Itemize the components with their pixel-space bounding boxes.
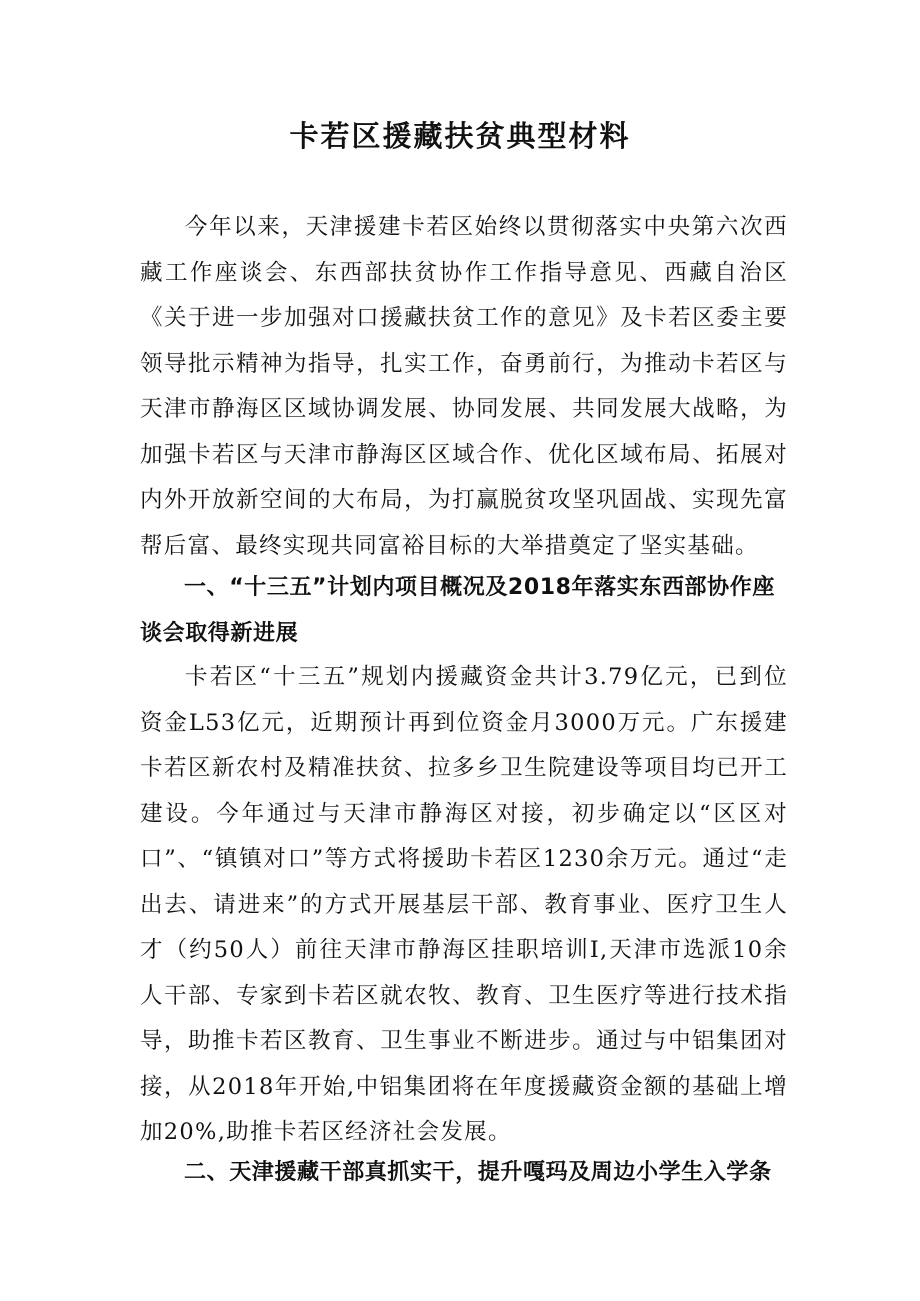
section-1-paragraph: 卡若区“十三五”规划内援藏资金共计3.79亿元，已到位资金L53亿元，近期预计再到位资金月3000万元。广东援建卡若区新农村及精准扶贫、拉多乡卫生院建设等项目均已开工建设。今年通过与天津市静海区对接，初步确定以“区区对口”、“镇镇对口”等方式将援助卡若区1230余万元。通过“走出去、请进来”的方式开展基层干部、教育事业、医疗卫生人才（约50人）前往天津市静海区挂职培训I,天津市选派10余人干部、专家到卡若区就农牧、教育、卫生医疗等进行技术指导，助推卡若区教育、卫生事业不断进步。通过与中铝集团对接，从2018年开始,中铝集团将在年度援藏资金额的基础上增加20%,助推卡若区经济社会发展。	[140, 664, 788, 1145]
intro-paragraph: 今年以来，天津援建卡若区始终以贯彻落实中央第六次西藏工作座谈会、东西部扶贫协作工作指导意见、西藏自治区《关于进一步加强对口援藏扶贫工作的意见》及卡若区委主要领导批示精神为指导，扎实工作，奋勇前行，为推动卡若区与天津市静海区区域协调发展、协同发展、共同发展大战略，为加强卡若区与天津市静海区区域合作、优化区域布局、拓展对内外开放新空间的大布局，为打赢脱贫攻坚巩固战、实现先富帮后富、最终实现共同富裕目标的大举措奠定了坚实基础。	[140, 214, 788, 559]
document-title: 卡若区援藏扶贫典型材料	[289, 119, 631, 153]
section-heading-2: 二、天津援藏干部真抓实干，提升嘎玛及周边小学生入学条	[184, 1160, 772, 1185]
section-heading-1: 一、“十三五”计划内项目概况及2018年落实东西部协作座谈会取得新进展	[140, 575, 775, 646]
